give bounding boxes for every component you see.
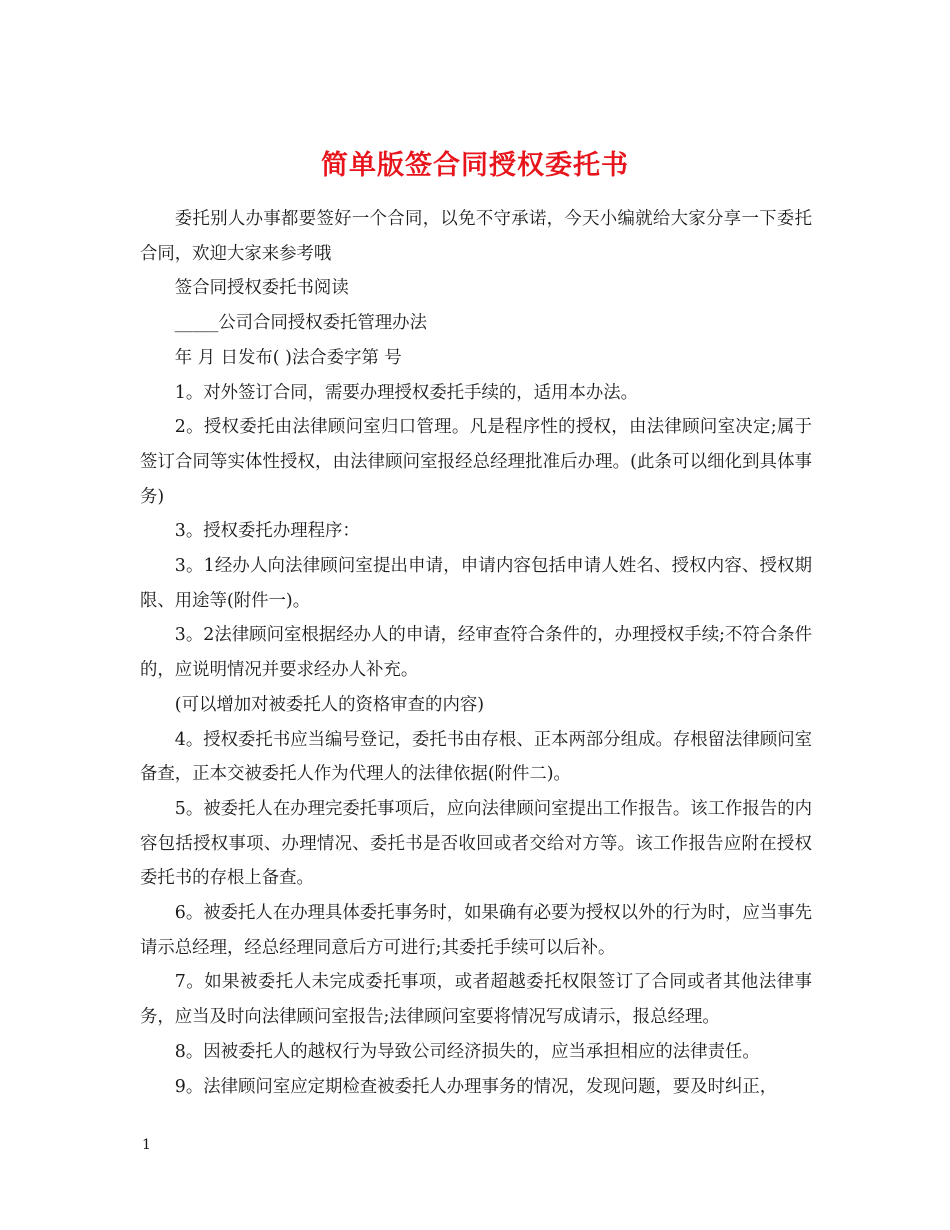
page-number: 1 <box>142 1137 151 1153</box>
paragraph-article-6: 6。被委托人在办理具体委托事务时，如果确有必要为授权以外的行为时，应当事先请示总经理，经总经理同意后方可进行;其委托手续可以后补。 <box>140 903 812 958</box>
document-body <box>140 202 812 1104</box>
paragraph-article-3-2: 3。2法律顾问室根据经办人的申请，经审查符合条件的，办理授权手续;不符合条件的，应说明情况并要求经办人补充。 <box>140 625 812 681</box>
paragraph-article-3: 3。授权委托办理程序： <box>174 521 360 542</box>
paragraph-article-8: 8。因被委托人的越权行为导致公司经济损失的，应当承担相应的法律责任。 <box>174 1041 760 1062</box>
paragraph-article-5: 5。被委托人在办理完委托事项后，应向法律顾问室提出工作报告。该工作报告的内容包括授权事项、办理情况、委托书是否收回或者交给对方等。该工作报告应附在授权委托书的存根上备查。 <box>140 798 812 889</box>
paragraph-intro: 委托别人办事都要签好一个合同，以免不守承诺，今天小编就给大家分享一下委托合同，欢迎大家来参考哦 <box>140 209 812 264</box>
paragraph-article-9: 9。法律顾问室应定期检查被委托人办理事务的情况，发现问题，要及时纠正， <box>174 1076 778 1097</box>
paragraph-article-2: 2。授权委托由法律顾问室归口管理。凡是程序性的授权，由法律顾问室决定;属于签订合同等实体性授权，由法律顾问室报经总经理批准后办理。(此条可以细化到具体事务) <box>140 417 812 507</box>
paragraph-article-3-1: 3。1经办人向法律顾问室提出申请，申请内容包括申请人姓名、授权内容、授权期限、用途等(附件一)。 <box>140 556 812 611</box>
paragraph-publish-date: 年 月 日发布( )法合委字第 号 <box>174 347 402 368</box>
paragraph-article-7: 7。如果被委托人未完成委托事项，或者超越委托权限签订了合同或者其他法律事务，应当及时向法律顾问室报告;法律顾问室要将情况写成请示，报总经理。 <box>140 972 812 1028</box>
document-title: 简单版签合同授权委托书 <box>321 150 629 182</box>
paragraph-regulation-title: _____公司合同授权委托管理办法 <box>174 313 427 334</box>
paragraph-note: (可以增加对被委托人的资格审查的内容) <box>174 694 485 715</box>
paragraph-article-4: 4。授权委托书应当编号登记，委托书由存根、正本两部分组成。存根留法律顾问室备查，正本交被委托人作为代理人的法律依据(附件二)。 <box>140 729 812 785</box>
paragraph-reading-heading: 签合同授权委托书阅读 <box>174 278 349 299</box>
paragraph-article-1: 1。对外签订合同，需要办理授权委托手续的，适用本办法。 <box>174 382 639 403</box>
